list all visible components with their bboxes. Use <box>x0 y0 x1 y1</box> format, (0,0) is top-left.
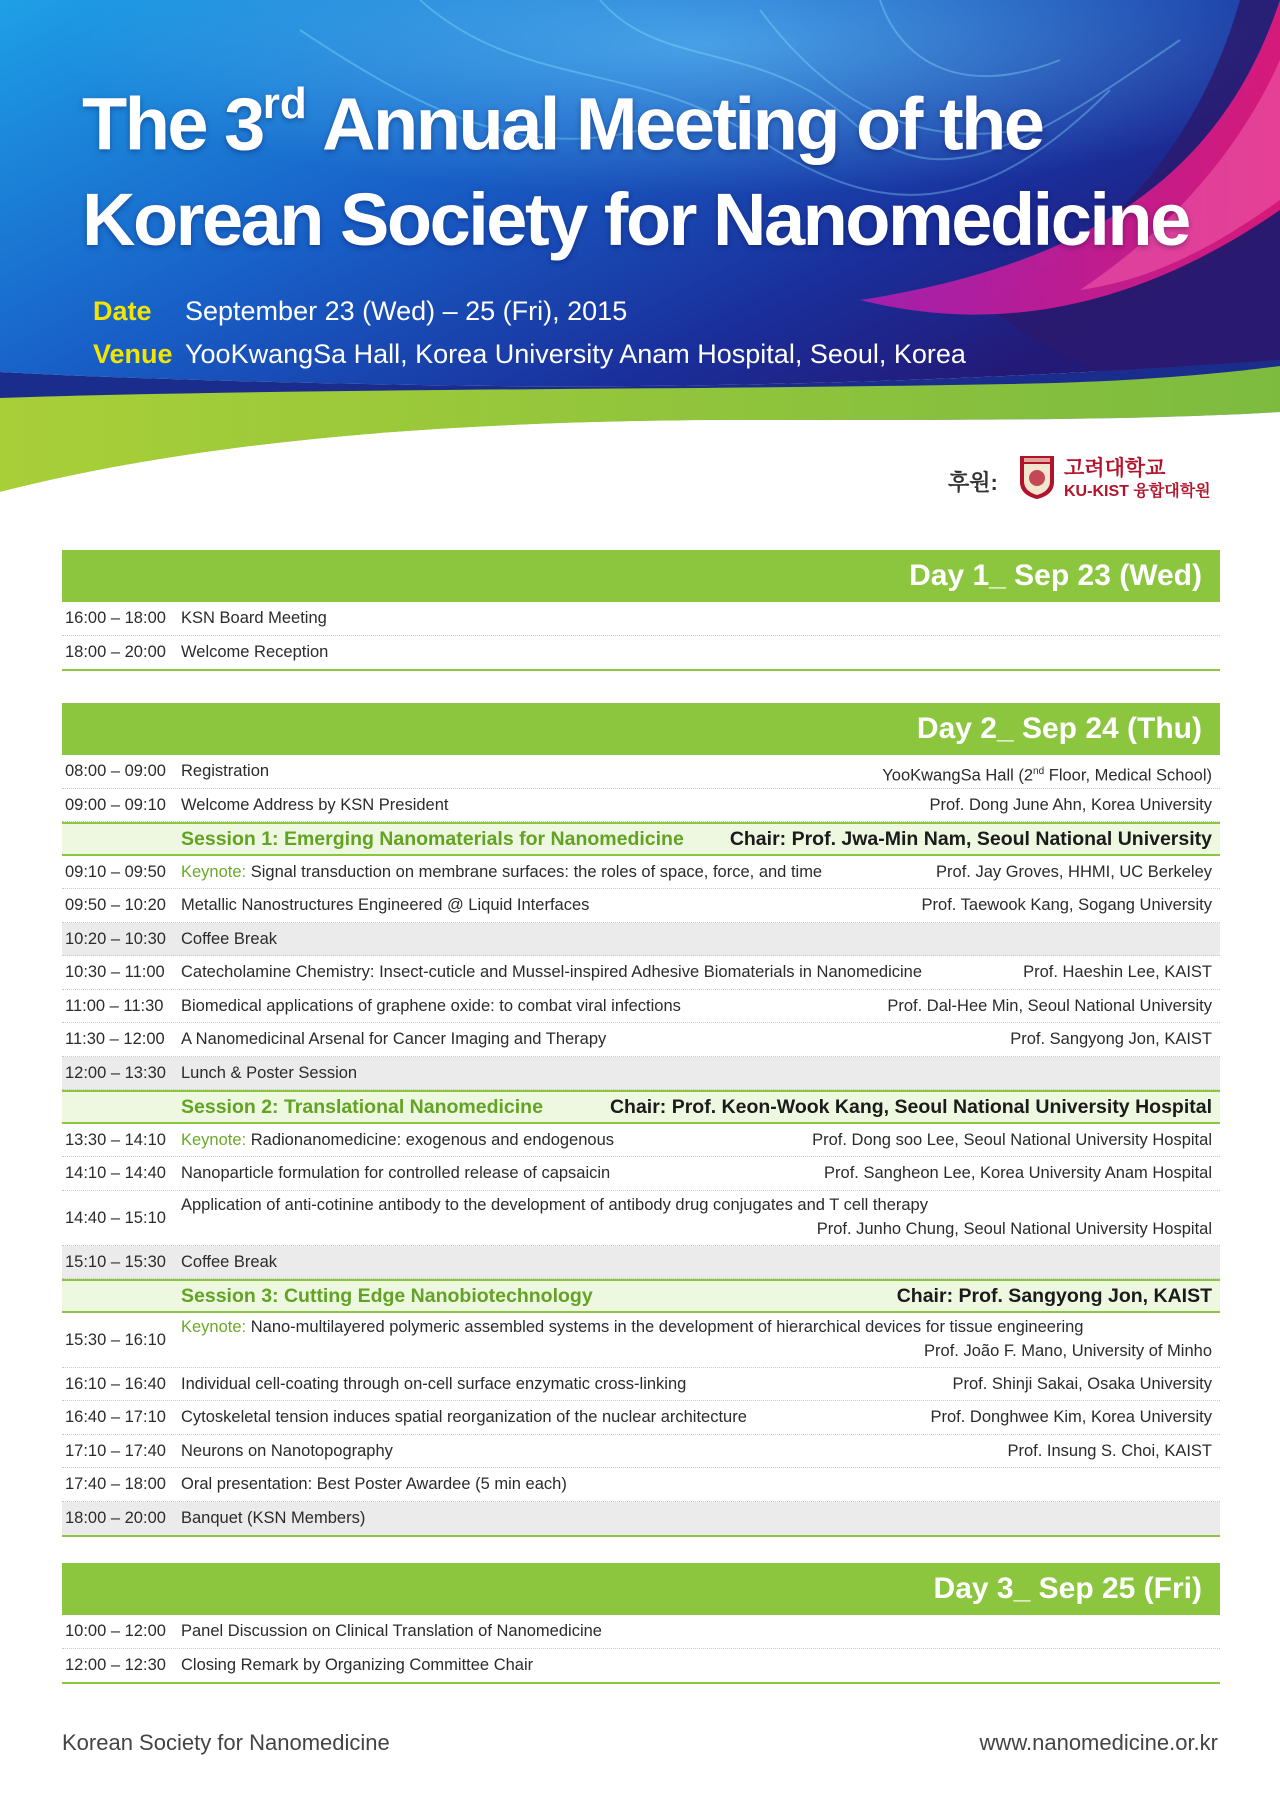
date-value: September 23 (Wed) – 25 (Fri), 2015 <box>185 296 628 326</box>
session-title: Session 2: Translational Nanomedicine <box>181 1096 543 1118</box>
row-title: Metallic Nanostructures Engineered @ Liquid Interfaces <box>181 896 590 914</box>
schedule-row <box>62 1401 1220 1435</box>
schedule-row <box>62 789 1220 823</box>
venue-label: Venue <box>93 339 173 369</box>
session-chair: Chair: Prof. Keon-Wook Kang, Seoul National University Hospital <box>609 1096 1212 1118</box>
row-time: 10:30 – 11:00 <box>65 963 165 981</box>
row-time: 11:00 – 11:30 <box>65 996 164 1015</box>
row-title: Biomedical applications of graphene oxide: to combat viral infections <box>181 996 681 1015</box>
row-time: 17:10 – 17:40 <box>65 1441 166 1460</box>
schedule-row <box>62 856 1220 890</box>
schedule-row <box>62 636 1220 670</box>
schedule-row <box>62 990 1220 1024</box>
row-time: 15:30 – 16:10 <box>65 1330 166 1349</box>
schedule-row <box>62 956 1220 990</box>
break-row <box>62 1057 1220 1091</box>
schedule-row <box>62 602 1220 636</box>
schedule-row <box>62 1468 1220 1502</box>
day1-schedule <box>62 602 1220 671</box>
schedule-row <box>62 1615 1220 1649</box>
page-title <box>82 62 1189 267</box>
day3-heading: Day 3_ Sep 25 (Fri) <box>62 1563 1220 1615</box>
row-title: Application of anti-cotinine antibody to the development of antibody drug conjugates and T cell therapy <box>181 1195 928 1214</box>
talk-title: Radionanomedicine: exogenous and endogenous <box>246 1130 615 1149</box>
korea-university-seal-icon <box>1018 454 1056 500</box>
row-time: 15:10 – 15:30 <box>65 1252 166 1271</box>
row-speaker: Prof. Taewook Kang, Sogang University <box>921 896 1212 914</box>
row-time: 09:50 – 10:20 <box>65 896 166 914</box>
session-chair: Chair: Prof. Sangyong Jon, KAIST <box>896 1285 1212 1307</box>
schedule-row <box>62 1157 1220 1191</box>
row-title: Coffee Break <box>181 1252 278 1271</box>
day1-heading: Day 1_ Sep 23 (Wed) <box>62 550 1220 602</box>
day2-schedule <box>62 755 1220 1537</box>
keynote-label: Keynote: <box>181 1130 247 1149</box>
row-time: 08:00 – 09:00 <box>65 762 166 780</box>
row-time: 09:10 – 09:50 <box>65 862 166 881</box>
event-venue <box>93 337 966 371</box>
sponsor-label: 후원: <box>948 470 998 495</box>
row-speaker: Prof. Haeshin Lee, KAIST <box>1023 963 1212 981</box>
row-speaker: Prof. Jay Groves, HHMI, UC Berkeley <box>936 862 1212 881</box>
row-time: 14:40 – 15:10 <box>65 1208 166 1227</box>
row-title: Coffee Break <box>181 929 278 948</box>
row-title: Closing Remark by Organizing Committee Chair <box>181 1655 534 1674</box>
session-title: Session 1: Emerging Nanomaterials for Nanomedicine <box>181 828 684 850</box>
venue-value: YooKwangSa Hall, Korea University Anam Hospital, Seoul, Korea <box>185 339 966 369</box>
row-speaker: Prof. João F. Mano, University of Minho <box>924 1341 1212 1360</box>
session-title: Session 3: Cutting Edge Nanobiotechnology <box>181 1285 593 1307</box>
row-title: Neurons on Nanotopography <box>181 1441 393 1460</box>
schedule-row <box>62 1649 1220 1683</box>
row-speaker: Prof. Dal-Hee Min, Seoul National University <box>887 996 1212 1015</box>
row-title: Welcome Address by KSN President <box>181 795 449 814</box>
row-time: 16:10 – 16:40 <box>65 1374 166 1393</box>
row-title: Cytoskeletal tension induces spatial reorganization of the nuclear architecture <box>181 1408 747 1426</box>
row-time: 12:00 – 12:30 <box>65 1655 166 1674</box>
row-title: Lunch & Poster Session <box>181 1063 358 1082</box>
row-speaker: Prof. Sangyong Jon, KAIST <box>1010 1030 1212 1048</box>
session-3-header <box>62 1279 1220 1313</box>
day3-schedule <box>62 1615 1220 1684</box>
row-speaker: Prof. Sangheon Lee, Korea University Anam Hospital <box>824 1164 1212 1182</box>
session-chair: Chair: Prof. Jwa-Min Nam, Seoul National University <box>729 828 1212 850</box>
row-title <box>181 1315 1083 1339</box>
row-time: 16:00 – 18:00 <box>65 609 166 627</box>
row-title: Panel Discussion on Clinical Translation of Nanomedicine <box>181 1622 602 1640</box>
location-text: YooKwangSa Hall (2 <box>882 766 1034 785</box>
keynote-label: Keynote: <box>181 862 247 881</box>
row-time: 14:10 – 14:40 <box>65 1164 166 1182</box>
row-title: Nanoparticle formulation for controlled release of capsaicin <box>181 1164 611 1182</box>
row-title: KSN Board Meeting <box>181 609 327 627</box>
row-title: Welcome Reception <box>181 642 329 661</box>
schedule-row <box>62 1023 1220 1057</box>
session-2-header <box>62 1090 1220 1124</box>
keynote-label: Keynote: <box>181 1317 247 1336</box>
footer-organization: Korean Society for Nanomedicine <box>62 1730 390 1755</box>
schedule-row <box>62 1368 1220 1402</box>
row-speaker: Prof. Dong June Ahn, Korea University <box>929 795 1212 814</box>
location-ordinal: nd <box>1033 766 1045 777</box>
schedule-row <box>62 1191 1220 1246</box>
row-time: 17:40 – 18:00 <box>65 1475 166 1493</box>
banquet-row <box>62 1502 1220 1536</box>
row-time: 18:00 – 20:00 <box>65 1508 166 1527</box>
sponsor-org-1: 고려대학교 <box>1064 457 1166 480</box>
row-speaker: Prof. Donghwee Kim, Korea University <box>930 1408 1212 1426</box>
title-line-1 <box>82 62 1189 172</box>
row-title: Catecholamine Chemistry: Insect-cuticle and Mussel-inspired Adhesive Biomaterials in Nanomedicine <box>181 963 923 981</box>
row-location <box>882 755 1212 793</box>
row-time: 16:40 – 17:10 <box>65 1408 166 1426</box>
row-title <box>181 1124 614 1157</box>
row-time: 09:00 – 09:10 <box>65 795 166 814</box>
title-ordinal: rd <box>262 79 307 128</box>
date-label: Date <box>93 296 152 326</box>
row-title <box>181 856 822 889</box>
row-title: Individual cell-coating through on-cell surface enzymatic cross-linking <box>181 1374 687 1393</box>
schedule-row <box>62 889 1220 923</box>
row-speaker: Prof. Insung S. Choi, KAIST <box>1007 1441 1212 1460</box>
schedule-row <box>62 1124 1220 1158</box>
row-time: 10:20 – 10:30 <box>65 929 166 948</box>
title-rest: Annual Meeting of the <box>306 82 1043 166</box>
break-row <box>62 1246 1220 1280</box>
row-time: 13:30 – 14:10 <box>65 1130 166 1149</box>
footer-website-link[interactable]: www.nanomedicine.or.kr <box>979 1730 1218 1755</box>
row-title: A Nanomedicinal Arsenal for Cancer Imaging and Therapy <box>181 1030 607 1048</box>
talk-title: Signal transduction on membrane surfaces: the roles of space, force, and time <box>246 862 823 881</box>
talk-title: Nano-multilayered polymeric assembled systems in the development of hierarchical devices for tissue engineering <box>246 1317 1084 1336</box>
row-title: Banquet (KSN Members) <box>181 1508 366 1527</box>
row-time: 18:00 – 20:00 <box>65 642 166 661</box>
event-date <box>93 294 627 328</box>
row-title: Oral presentation: Best Poster Awardee (5 min each) <box>181 1475 567 1493</box>
schedule-row <box>62 755 1220 789</box>
location-text-rest: Floor, Medical School) <box>1044 766 1212 785</box>
header-banner <box>0 0 1280 500</box>
title-prefix: The 3 <box>82 82 263 166</box>
row-speaker: Prof. Junho Chung, Seoul National University Hospital <box>816 1219 1212 1238</box>
title-line-2: Korean Society for Nanomedicine <box>82 177 1189 261</box>
row-time: 11:30 – 12:00 <box>65 1030 165 1048</box>
break-row <box>62 923 1220 957</box>
row-time: 12:00 – 13:30 <box>65 1063 166 1082</box>
row-speaker: Prof. Dong soo Lee, Seoul National University Hospital <box>812 1130 1212 1149</box>
row-speaker: Prof. Shinji Sakai, Osaka University <box>952 1374 1212 1393</box>
schedule-row <box>62 1313 1220 1368</box>
sponsor-org-2: KU-KIST 융합대학원 <box>1064 483 1211 500</box>
session-1-header <box>62 822 1220 856</box>
schedule-row <box>62 1435 1220 1469</box>
day2-heading: Day 2_ Sep 24 (Thu) <box>62 703 1220 755</box>
row-time: 10:00 – 12:00 <box>65 1622 166 1640</box>
row-title: Registration <box>181 762 270 780</box>
